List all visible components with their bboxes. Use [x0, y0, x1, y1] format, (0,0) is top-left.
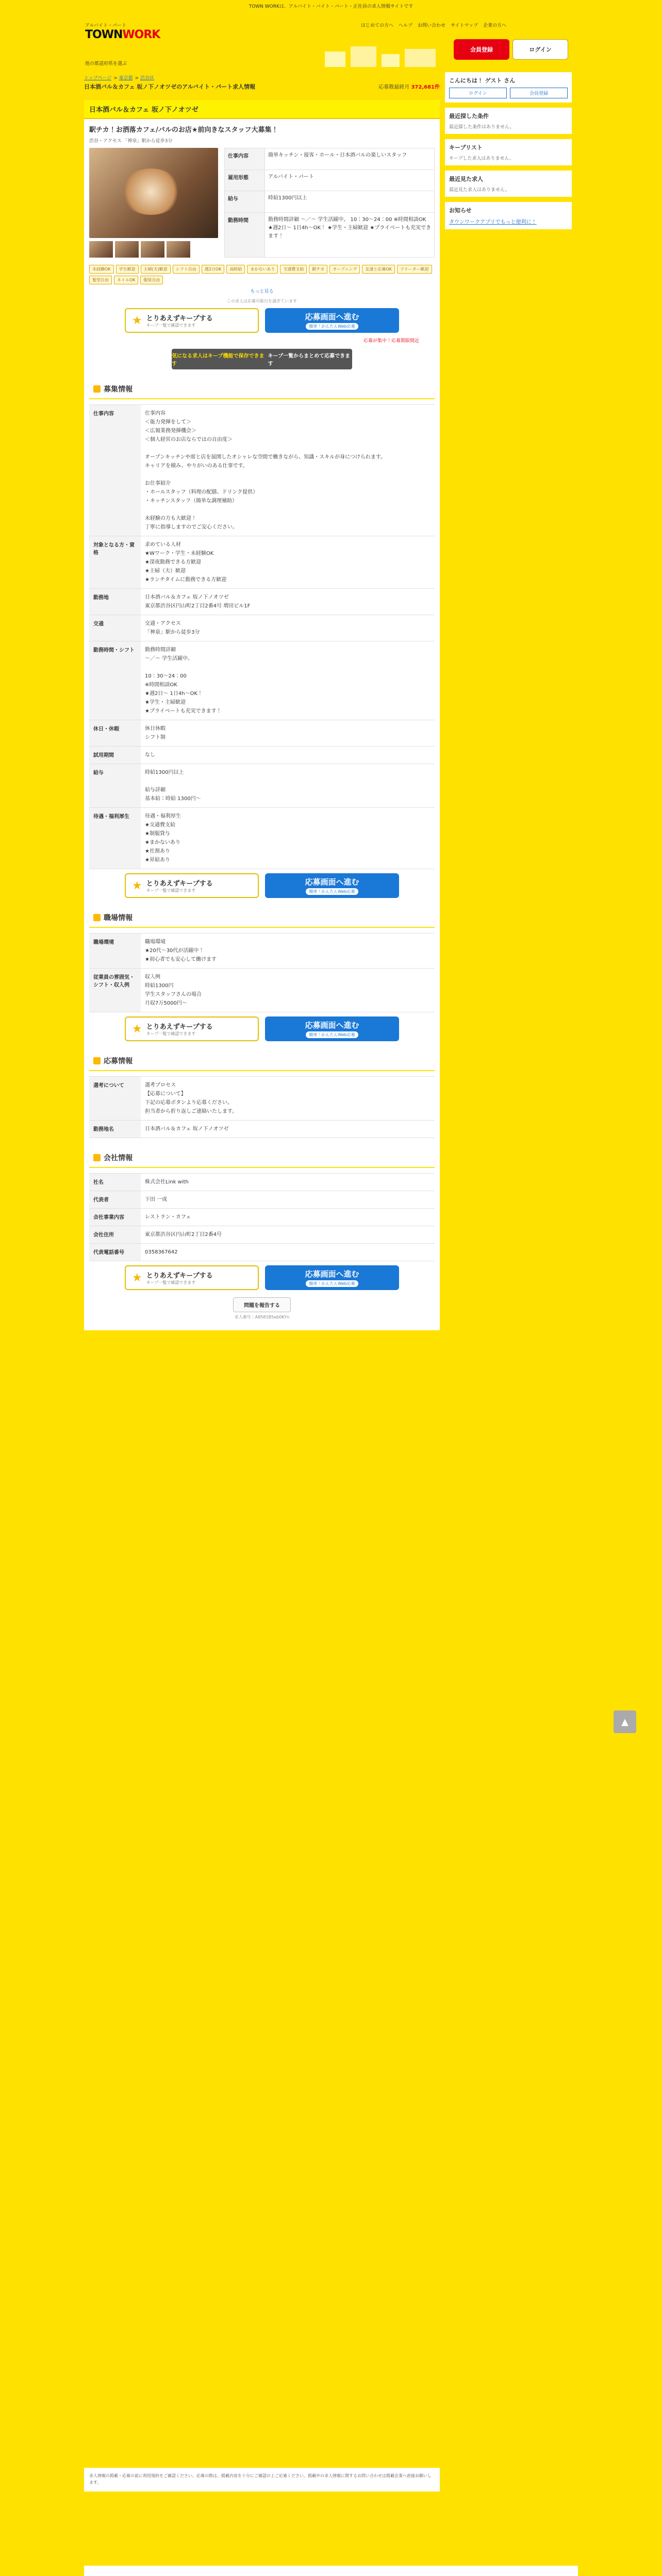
feature-tag: 学生歓迎 [116, 265, 139, 274]
keep-button[interactable]: ★ とりあえずキープする キープ一覧で確認できます [125, 308, 259, 333]
sidebar-notice-link[interactable]: タウンワークアプリでもっと便利に！ [449, 219, 537, 225]
site-header [0, 10, 662, 72]
table-row [89, 589, 435, 615]
row-value: なし [141, 747, 435, 764]
table-row [89, 747, 435, 764]
row-value: レストラン・カフェ [141, 1209, 435, 1226]
feature-tag: シフト自由 [173, 265, 200, 274]
login-button[interactable]: ログイン [512, 39, 568, 60]
row-value: 下田 一成 [141, 1191, 435, 1209]
row-value: 待遇・福利厚生 ★交通費支給 ★制服貸与 ★まかないあり ★社割あり ★昇給あり [141, 808, 435, 869]
table-row [89, 536, 435, 589]
table-row [89, 1226, 435, 1244]
row-label: 試用期間 [89, 747, 141, 764]
feature-tag: 交通費支給 [280, 265, 307, 274]
table-row [89, 1244, 435, 1261]
main-column [84, 100, 440, 1330]
row-value: 日本酒バル＆カフェ 坂ノ下ノオツゼ 東京都渋谷区円山町2丁目2番4号 増田ビル1F [141, 589, 435, 615]
keep-button[interactable]: ★ とりあえずキープする キープ一覧で確認できます [125, 873, 259, 898]
table-row [89, 720, 435, 747]
row-label: 対象となる方・資格 [89, 536, 141, 589]
page-title-row [84, 82, 440, 93]
sidebar-recent-view: 最近見た求人 最近見た求人はありません。 [445, 171, 572, 197]
sidebar-login-button[interactable]: ログイン [449, 88, 507, 98]
cta-row [89, 308, 435, 333]
table-row [89, 808, 435, 869]
page-title: 日本酒バル＆カフェ 坂ノ下ノオツゼのアルバイト・パート求人情報 [84, 83, 255, 90]
table-row [89, 934, 435, 969]
cta-row [89, 873, 435, 898]
breadcrumb: トップページ > 東京都 > 渋谷区 [84, 76, 155, 81]
keep-promo-banner[interactable]: 気になる求人はキープ機能で保存できます キープ一覧からまとめて応募できます [172, 349, 352, 369]
row-label: 社名 [89, 1174, 141, 1191]
info-value: 時給1300円以上 [265, 191, 435, 213]
row-value: 日本酒バル＆カフェ 坂ノ下ノオツゼ [141, 1121, 435, 1138]
header-buttons [454, 39, 568, 60]
row-label: 休日・休暇 [89, 720, 141, 747]
header-illustration [320, 41, 443, 67]
photo-thumb[interactable] [167, 241, 190, 258]
feature-tag: 主婦(夫)歓迎 [141, 265, 171, 274]
sidebar-user-box [445, 72, 572, 103]
sidebar-recent-search: 最近探した条件 最近探した条件はありません。 [445, 108, 572, 134]
photo-thumb[interactable] [89, 241, 113, 258]
job-number: 求人番号：A8581B5eb0KYn [234, 1315, 290, 1319]
info-label: 給与 [225, 191, 265, 213]
header-link-guide[interactable]: はじめての方へ [361, 23, 394, 28]
row-value: 求めている人材 ★Wワーク・学生・未経験OK ★深夜勤務できる方歓迎 ★主婦（夫）歓迎 ★ランチタイムに勤務できる方歓迎 [141, 536, 435, 589]
star-icon: ★ [132, 879, 142, 892]
section-recruit: 募集情報 [89, 380, 435, 399]
star-icon: ★ [132, 1271, 142, 1284]
breadcrumb-pref[interactable]: 東京都 [119, 76, 133, 81]
feature-tag: まかないあり [247, 265, 278, 274]
row-label: 会社住所 [89, 1226, 141, 1244]
page-wrapper [84, 72, 578, 1319]
apply-button[interactable]: 応募画面へ進む 簡単！かんたんWeb応募 [265, 1265, 399, 1290]
keep-button[interactable]: ★ とりあえずキープする キープ一覧で確認できます [125, 1016, 259, 1041]
apply-badge: 応募が集中！応募期限間近 [363, 338, 419, 344]
header-link-sitemap[interactable]: サイトマップ [451, 23, 478, 28]
info-label: 仕事内容 [225, 148, 265, 170]
row-value: 収入例 時給1300円 学生スタッフさんの場合 月収7万5000円～ [141, 969, 435, 1012]
photo-thumb[interactable] [115, 241, 139, 258]
feature-tag: ネイルOK [114, 276, 138, 284]
apply-button[interactable]: 応募画面へ進む 簡単！かんたんWeb応募 [265, 1016, 399, 1041]
table-row [89, 1174, 435, 1191]
top-strip: TOWN WORKは、アルバイト・バイト・パート・正社員の求人情報サイトです [0, 0, 662, 10]
row-value: 休日休暇 シフト制 [141, 720, 435, 747]
scroll-top-icon[interactable]: ▲ [614, 1710, 636, 1733]
job-summary [84, 119, 440, 1330]
listing-count: 応募数最終月 372,681件 [378, 84, 440, 90]
breadcrumb-city[interactable]: 渋谷区 [140, 76, 155, 81]
logo-sub: アルバイト・パート [85, 23, 127, 28]
row-label: 代表電話番号 [89, 1244, 141, 1261]
report-button[interactable]: 問題を報告する [233, 1297, 291, 1312]
logo-main: TOWNWORK [85, 28, 160, 41]
row-value: 時給1300円以上 給与詳細 基本給：時給 1300円～ [141, 764, 435, 808]
row-value: 選考プロセス 【応募について】 下記の応募ボタンより応募ください。 担当者から折り返しご連絡いたします。 [141, 1077, 435, 1121]
row-label: 勤務地 [89, 589, 141, 615]
row-label: 職場環境 [89, 934, 141, 969]
table-row [89, 1077, 435, 1121]
sidebar-notice: お知らせ タウンワークアプリでもっと便利に！ [445, 202, 572, 229]
row-label: 従業員の雰囲気・シフト・収入例 [89, 969, 141, 1012]
apply-note: この求人は応募可能日を過ぎています [227, 299, 297, 303]
apply-button[interactable]: 応募画面へ進む 簡単！かんたんWeb応募 [265, 873, 399, 898]
section-company: 会社情報 [89, 1148, 435, 1168]
feature-tag: 友達と応募OK [362, 265, 395, 274]
table-row [89, 764, 435, 808]
header-link-help[interactable]: ヘルプ [399, 23, 413, 28]
info-value: 簡単キッチン・接客・ホール・日本酒バルの楽しいスタッフ [265, 148, 435, 170]
row-value: 0358367642 [141, 1244, 435, 1261]
job-info-table [224, 148, 435, 258]
row-label: 待遇・福利厚生 [89, 808, 141, 869]
photo-thumb[interactable] [141, 241, 164, 258]
feature-tag: オープニング [329, 265, 360, 274]
star-icon: ★ [132, 1022, 142, 1036]
info-label: 雇用形態 [225, 170, 265, 191]
job-access: 渋谷・アクセス 「神泉」駅から徒歩3分 [89, 139, 173, 144]
back-area [84, 2566, 578, 2576]
cta-row [89, 1016, 435, 1041]
row-label: 会社事業内容 [89, 1209, 141, 1226]
sidebar-register-button[interactable]: 会員登録 [510, 88, 568, 98]
site-logo[interactable] [85, 22, 162, 41]
row-value: 交通・アクセス 「神泉」駅から徒歩3分 [141, 615, 435, 641]
table-row [89, 1209, 435, 1226]
row-value: 株式会社Link with [141, 1174, 435, 1191]
table-row [89, 1121, 435, 1138]
row-label: 選考について [89, 1077, 141, 1121]
register-button[interactable]: 会員登録 [454, 39, 509, 60]
table-row [89, 1191, 435, 1209]
row-value: 職場環境 ★20代～30代が活躍中！ ★初心者でも安心して働けます [141, 934, 435, 969]
feature-tag: 服装自由 [140, 276, 163, 284]
row-value: 仕事内容 ＜能力発揮をして＞ ＜広報業務発揮機会＞ ＜個人経営のお店ならではの自由度＞ オープンキッチンや席と店を展開したオシャレな空間で働きながら、知識・スキルが身につけられます。 キャリアを積み、やりがいのある仕事です。 お仕事紹介 ・ホールスタッフ（料理の配膳、ドリンク提供） ・キッチンスタッフ（簡単な調理補助） 未経験の方も大歓迎！ 丁寧に指導しますのでご安心ください。 [141, 405, 435, 536]
apply-table [89, 1076, 435, 1138]
sidebar-greeting: こんにちは！ ゲスト さん [449, 77, 516, 84]
area-select-link[interactable]: 他の都道府県を選ぶ [85, 61, 127, 66]
header-links [361, 22, 506, 28]
section-workplace: 職場情報 [89, 908, 435, 928]
table-row [89, 969, 435, 1012]
shop-name: 日本酒バル＆カフェ 坂ノ下ノオツゼ [84, 100, 440, 119]
keep-button[interactable]: ★ とりあえずキープする キープ一覧で確認できます [125, 1265, 259, 1290]
star-icon: ★ [132, 314, 142, 327]
section-icon [93, 1057, 101, 1064]
info-value: アルバイト・パート [265, 170, 435, 191]
company-table [89, 1173, 435, 1261]
job-catchcopy: 駅チカ！お洒落カフェ/バルのお店★前向きなスタッフ大募集！ [89, 126, 278, 134]
row-value: 東京都渋谷区円山町2丁目2番4号 [141, 1226, 435, 1244]
more-tags-link[interactable]: もっと見る [250, 289, 274, 294]
workplace-table [89, 933, 435, 1012]
feature-tag: フリーター歓迎 [397, 265, 432, 274]
row-label: 交通 [89, 615, 141, 641]
section-icon [93, 385, 101, 393]
feature-tag: 週2日OK [202, 265, 225, 274]
feature-tag: 未経験OK [89, 265, 114, 274]
feature-tag: 髪型自由 [89, 276, 112, 284]
table-row [89, 405, 435, 536]
row-label: 仕事内容 [89, 405, 141, 536]
row-value: 勤務時間詳細 ～／～ 学生活躍中。 10：30～24：00 ※時間相談OK ★週2日～ 1日4h～OK！ ★学生・主婦歓迎 ★プライベートも充実できます！ [141, 641, 435, 720]
recruit-table [89, 404, 435, 869]
row-label: 勤務地名 [89, 1121, 141, 1138]
table-row [89, 615, 435, 641]
cta-row [89, 1265, 435, 1290]
info-label: 勤務時間 [225, 212, 265, 257]
sidebar [445, 72, 572, 234]
row-label: 代表者 [89, 1191, 141, 1209]
table-row [89, 641, 435, 720]
disclaimer: 求人情報の掲載・応募の前に利用規約をご確認ください。応募の際は、掲載内容を十分にご確認の上ご応募ください。掲載中の求人情報に関するお問い合わせは掲載企業へ直接お願いします。 [84, 2468, 440, 2492]
section-icon [93, 1154, 101, 1161]
feature-tags [89, 265, 435, 284]
sidebar-keep-list: キープリスト キープした求人はありません。 [445, 139, 572, 165]
section-apply: 応募情報 [89, 1052, 435, 1071]
row-label: 給与 [89, 764, 141, 808]
photo-thumbnails [89, 241, 218, 258]
section-icon [93, 914, 101, 921]
info-value: 勤務時間詳細 ～／～ 学生活躍中。 10：30～24：00 ※時間相談OK ★週2日～ 1日4h～OK！ ★学生・主婦歓迎 ★プライベートも充実できます！ [265, 212, 435, 257]
main-photo[interactable] [89, 148, 218, 238]
apply-button[interactable]: 応募画面へ進む 簡単！かんたんWeb応募 [265, 308, 399, 333]
feature-tag: 駅チカ [309, 265, 327, 274]
breadcrumb-top[interactable]: トップページ [84, 76, 112, 81]
header-link-company[interactable]: 企業の方へ [483, 23, 507, 28]
row-label: 勤務時間・シフト [89, 641, 141, 720]
feature-tag: 高時給 [226, 265, 245, 274]
header-link-contact[interactable]: お問い合わせ [418, 23, 446, 28]
